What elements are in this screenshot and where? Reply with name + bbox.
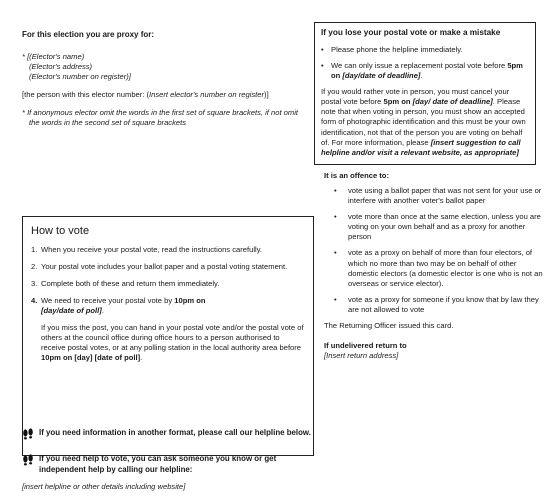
footprints-icon xyxy=(22,454,34,466)
elector-number: (Elector's number on register)] xyxy=(29,71,131,81)
list-item: • vote as a proxy on behalf of more than four electors, of which no more than two may be on behalf of other domestic electors (a domestic elector is one who is not an overseas or service elector). xyxy=(334,248,548,288)
how-to-vote-list xyxy=(31,245,305,316)
lost-vote-title: If you lose your postal vote or make a mistake xyxy=(321,28,501,37)
footprints-icon xyxy=(22,428,34,440)
insert-helpline-line: [insert helpline or other details including website] xyxy=(22,482,186,491)
return-address: [Insert return address] xyxy=(324,351,399,361)
elector-number-line: [the person with this elector number: (Insert elector's number on register)] xyxy=(22,89,269,99)
elector-address: (Elector's address) xyxy=(29,61,93,71)
list-item: 3. Complete both of these and return them immediately. xyxy=(31,278,220,288)
undelivered-title: If undelivered return to xyxy=(324,341,407,351)
how-to-vote-box xyxy=(22,216,314,456)
proxy-heading: For this election you are proxy for: xyxy=(22,30,155,39)
undelivered-section xyxy=(324,341,536,361)
elector-name: * [(Elector's name) xyxy=(22,51,85,61)
list-item: 2. Your postal vote includes your ballot paper and a postal voting statement. xyxy=(31,261,288,271)
elector-details xyxy=(22,52,300,82)
offence-section xyxy=(324,170,543,315)
list-item: 1. When you receive your postal vote, read the instructions carefully. xyxy=(31,244,263,254)
vote-in-person-paragraph: If you would rather vote in person, you must cancel your postal vote before 5pm on [day/ date of deadline]. Please note that when voting in person, you must show an accepted form of photographic identification and this must be your own identification, not that of the person you are voting on behalf of. For more information, please [insert suggestion to call helpline and/or visit a relevant website, as appropriate] xyxy=(321,87,526,157)
anonymous-note: * If anonymous elector omit the words in the first set of square brackets, if not omit the words in the second set of square brackets xyxy=(22,108,299,128)
tip-help: If you need help to vote, you can ask someone you know or get independent help by calling our helpline: xyxy=(22,454,312,475)
returning-officer-note: The Returning Officer issued this card. xyxy=(324,320,454,330)
list-item: • vote using a ballot paper that was not sent for your use or interfere with another voter's ballot paper xyxy=(334,186,548,206)
left-column xyxy=(22,30,300,128)
lost-vote-box xyxy=(314,22,536,165)
list-item: • vote as a proxy for someone if you know that by law they are not allowed to vote xyxy=(334,295,548,315)
list-item: • We can only issue a replacement postal vote before 5pm on [day/date of deadline]. xyxy=(321,61,529,81)
missed-post-note: If you miss the post, you can hand in your postal vote and/or the postal vote of others at the council office during office hours to a person authorised to receive postal votes, or at any polling station in the local authority area before 10pm on [day] [date of poll]. xyxy=(41,323,304,363)
list-item: • Please phone the helpline immediately. xyxy=(321,45,529,55)
right-column xyxy=(314,22,543,361)
list-item: • vote more than once at the same election, unless you are voting on your own behalf and as a proxy for another person xyxy=(334,212,548,242)
offence-title: It is an offence to: xyxy=(324,170,389,180)
how-to-vote-title: How to vote xyxy=(31,225,90,237)
tip-format: If you need information in another format, please call our helpline below. xyxy=(22,428,312,439)
list-item: 4. We need to receive your postal vote by 10pm on [day/date of poll]. xyxy=(31,295,206,315)
